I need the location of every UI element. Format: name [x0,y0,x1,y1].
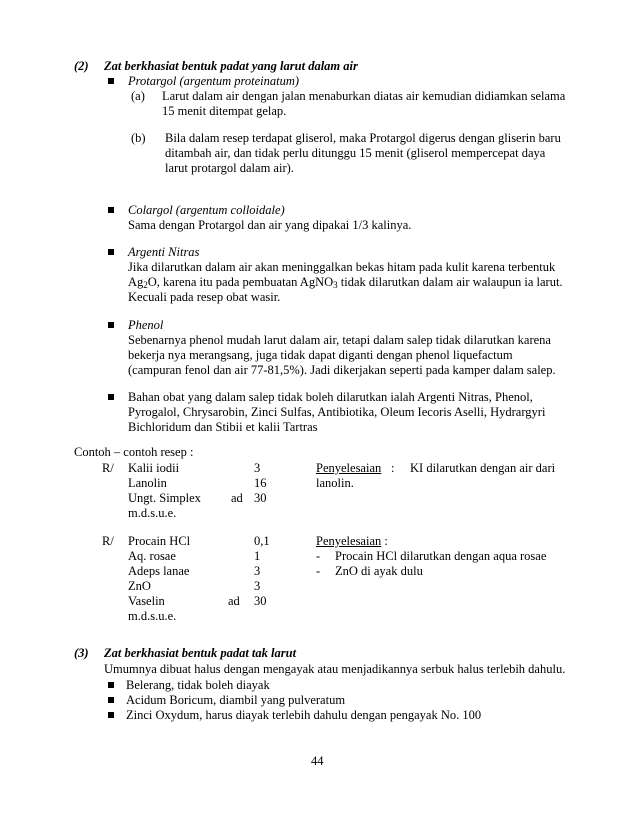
section-3-number: (3) [74,646,89,660]
recipe-1-item: m.d.s.u.e. [128,506,177,520]
contoh-heading: Contoh – contoh resep : [74,445,194,459]
recipe-1-penyelesaian-colon: : [391,461,395,475]
page-number: 44 [311,754,324,768]
section-3-intro: Umumnya dibuat halus dengan mengayak atau menjadikannya serbuk halus terlebih dahulu. [104,662,566,676]
protargol-b-line2: ditambah air, dan tidak perlu ditunggu 15 menit (gliserol mempercepat daya [165,146,546,160]
recipe-1-qty: 16 [254,476,267,490]
protargol-b-line3: larut protargol dalam air). [165,161,294,175]
recipe-2-qty: 1 [254,549,261,563]
bahan-line2: Pyrogalol, Chrysarobin, Zinci Sulfas, Antibiotika, Oleum Iecoris Aselli, Hydrargyri [128,405,546,419]
argenti-line3: Kecuali pada resep obat wasir. [128,290,281,304]
recipe-2-qty: 3 [254,579,261,593]
phenol-heading: Phenol [128,318,164,332]
bullet-icon [108,712,114,718]
bullet-icon [108,394,114,400]
bullet-icon [108,207,114,213]
bullet-icon [108,249,114,255]
recipe-2-step: ZnO di ayak dulu [335,564,423,578]
section-2-number: (2) [74,59,89,73]
recipe-1-rx: R/ [102,461,114,475]
bahan-line3: Bichloridum dan Stibii et kalii Tartras [128,420,318,434]
bullet-icon [108,322,114,328]
recipe-2-item: Adeps lanae [128,564,190,578]
recipe-2-dash: - [316,564,321,578]
recipe-2-ad: ad [228,594,240,608]
protargol-b-label: (b) [131,131,146,145]
protargol-a-label: (a) [131,89,145,103]
recipe-1-ad: ad [231,491,243,505]
phenol-line2: bekerja nya merangsang, juga tidak dapat diganti dengan phenol liquefactum [128,348,513,362]
recipe-2-qty: 3 [254,564,261,578]
recipe-2-item: ZnO [128,579,151,593]
recipe-1-penyelesaian-line2: lanolin. [316,476,354,490]
recipe-1-qty: 3 [254,461,261,475]
bahan-line1: Bahan obat yang dalam salep tidak boleh dilarutkan ialah Argenti Nitras, Phenol, [128,390,533,404]
protargol-a-line2: 15 menit ditempat gelap. [162,104,287,118]
phenol-line3: (campuran fenol dan air 77-81,5%). Jadi dikerjakan seperti pada kamper dalam salep. [128,363,556,377]
argenti-heading: Argenti Nitras [128,245,200,259]
bullet-icon [108,78,114,84]
recipe-2-item: Aq. rosae [128,549,176,563]
recipe-1-penyelesaian-line1: KI dilarutkan dengan air dari [410,461,556,475]
recipe-2-rx: R/ [102,534,114,548]
recipe-1-penyelesaian-label: Penyelesaian [316,461,382,475]
recipe-2-item: Vaselin [128,594,165,608]
colargol-line1: Sama dengan Protargol dan air yang dipakai 1/3 kalinya. [128,218,412,232]
section-3-item: Acidum Boricum, diambil yang pulveratum [126,693,346,707]
recipe-2-item: m.d.s.u.e. [128,609,177,623]
recipe-2-dash: - [316,549,321,563]
colargol-heading: Colargol (argentum colloidale) [128,203,285,217]
recipe-2-step: Procain HCl dilarutkan dengan aqua rosae [335,549,547,563]
bullet-icon [108,682,114,688]
recipe-1-item: Lanolin [128,476,167,490]
argenti-line2: $Ag_2O$, karena itu pada pembuatan AgNO$_3$ tidak dilarutkan dalam air walaupun ia larut. [128,275,563,290]
section-3-item: Belerang, tidak boleh diayak [126,678,270,692]
recipe-1-item: Ungt. Simplex [128,491,201,505]
recipe-2-qty: 0,1 [254,534,270,548]
recipe-2-qty: 30 [254,594,267,608]
section-3-title: Zat berkhasiat bentuk padat tak larut [104,646,297,660]
protargol-b-line1: Bila dalam resep terdapat gliserol, maka Protargol digerus dengan gliserin baru [165,131,561,145]
section-2-title: Zat berkhasiat bentuk padat yang larut dalam air [104,59,358,73]
protargol-heading: Protargol (argentum proteinatum) [128,74,300,88]
recipe-2-item: Procain HCl [128,534,191,548]
bullet-icon [108,697,114,703]
protargol-a-line1: Larut dalam air dengan jalan menaburkan diatas air kemudian didiamkan selama [162,89,566,103]
recipe-2-penyelesaian: Penyelesaian : [316,534,388,548]
recipe-1-item: Kalii iodii [128,461,180,475]
section-3-item: Zinci Oxydum, harus diayak terlebih dahulu dengan pengayak No. 100 [126,708,482,722]
recipe-1-qty: 30 [254,491,267,505]
phenol-line1: Sebenarnya phenol mudah larut dalam air, tetapi dalam salep tidak dilarutkan karena [128,333,551,347]
argenti-line1: Jika dilarutkan dalam air akan meninggalkan bekas hitam pada kulit karena terbentuk [128,260,556,274]
